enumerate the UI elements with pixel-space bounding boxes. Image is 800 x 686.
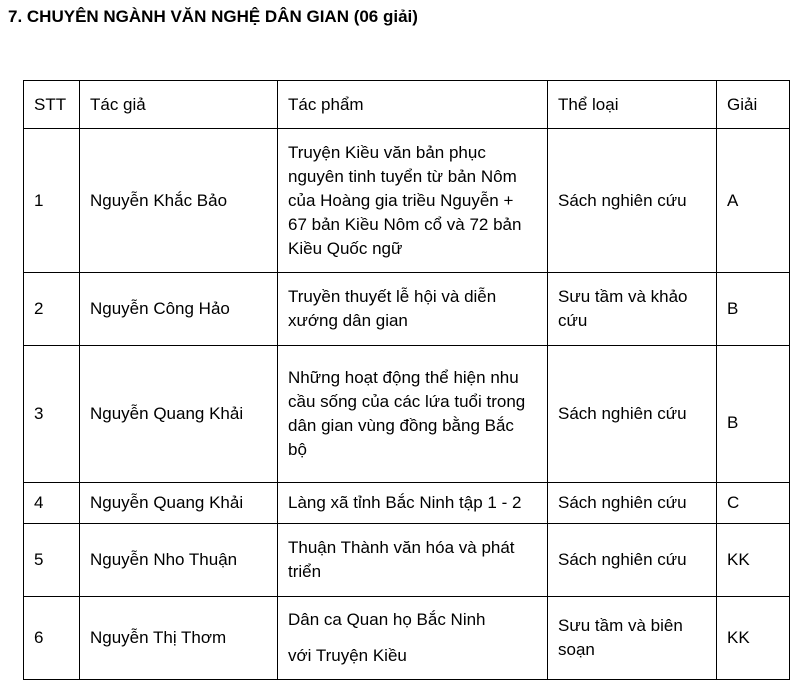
cell-prize: A xyxy=(717,129,790,273)
awards-table xyxy=(23,80,790,680)
cell-genre: Sách nghiên cứu xyxy=(548,524,717,597)
table-row xyxy=(24,597,790,680)
cell-prize: KK xyxy=(717,597,790,680)
cell-stt: 2 xyxy=(24,273,80,346)
cell-work: Truyện Kiều văn bản phục nguyên tinh tuyển từ bản Nôm của Hoàng gia triều Nguyễn + 67 bản Kiều Nôm cổ và 72 bản Kiều Quốc ngữ xyxy=(278,129,548,273)
cell-work: Truyền thuyết lễ hội và diễn xướng dân gian xyxy=(278,273,548,346)
table-header-row xyxy=(24,81,790,129)
table-row xyxy=(24,273,790,346)
cell-genre: Sách nghiên cứu xyxy=(548,483,717,524)
cell-work xyxy=(278,597,548,680)
cell-prize: KK xyxy=(717,524,790,597)
cell-author: Nguyễn Nho Thuận xyxy=(80,524,278,597)
column-header-work: Tác phẩm xyxy=(278,81,548,129)
cell-work-line1: Dân ca Quan họ Bắc Ninh xyxy=(288,610,486,629)
cell-genre: Sách nghiên cứu xyxy=(548,129,717,273)
column-header-genre: Thể loại xyxy=(548,81,717,129)
cell-genre: Sưu tầm và khảo cứu xyxy=(548,273,717,346)
cell-author: Nguyễn Công Hảo xyxy=(80,273,278,346)
cell-genre: Sách nghiên cứu xyxy=(548,346,717,483)
cell-genre: Sưu tầm và biên soạn xyxy=(548,597,717,680)
cell-prize: B xyxy=(717,273,790,346)
cell-author: Nguyễn Quang Khải xyxy=(80,483,278,524)
table-row xyxy=(24,483,790,524)
cell-prize: C xyxy=(717,483,790,524)
cell-stt: 3 xyxy=(24,346,80,483)
column-header-prize: Giải xyxy=(717,81,790,129)
cell-prize: B xyxy=(717,346,790,483)
table-row xyxy=(24,524,790,597)
cell-author: Nguyễn Thị Thơm xyxy=(80,597,278,680)
cell-work: Những hoạt động thể hiện nhu cầu sống của các lứa tuổi trong dân gian vùng đồng bằng Bắc bộ xyxy=(278,346,548,483)
cell-work: Làng xã tỉnh Bắc Ninh tập 1 - 2 xyxy=(278,483,548,524)
table-row xyxy=(24,346,790,483)
table-row xyxy=(24,129,790,273)
cell-work-line2: với Truyện Kiều xyxy=(288,646,407,665)
cell-stt: 4 xyxy=(24,483,80,524)
column-header-stt: STT xyxy=(24,81,80,129)
cell-author: Nguyễn Quang Khải xyxy=(80,346,278,483)
cell-stt: 6 xyxy=(24,597,80,680)
cell-stt: 5 xyxy=(24,524,80,597)
cell-author: Nguyễn Khắc Bảo xyxy=(80,129,278,273)
cell-stt: 1 xyxy=(24,129,80,273)
section-title: 7. CHUYÊN NGÀNH VĂN NGHỆ DÂN GIAN (06 giải) xyxy=(8,7,418,26)
cell-work: Thuận Thành văn hóa và phát triển xyxy=(278,524,548,597)
column-header-author: Tác giả xyxy=(80,81,278,129)
